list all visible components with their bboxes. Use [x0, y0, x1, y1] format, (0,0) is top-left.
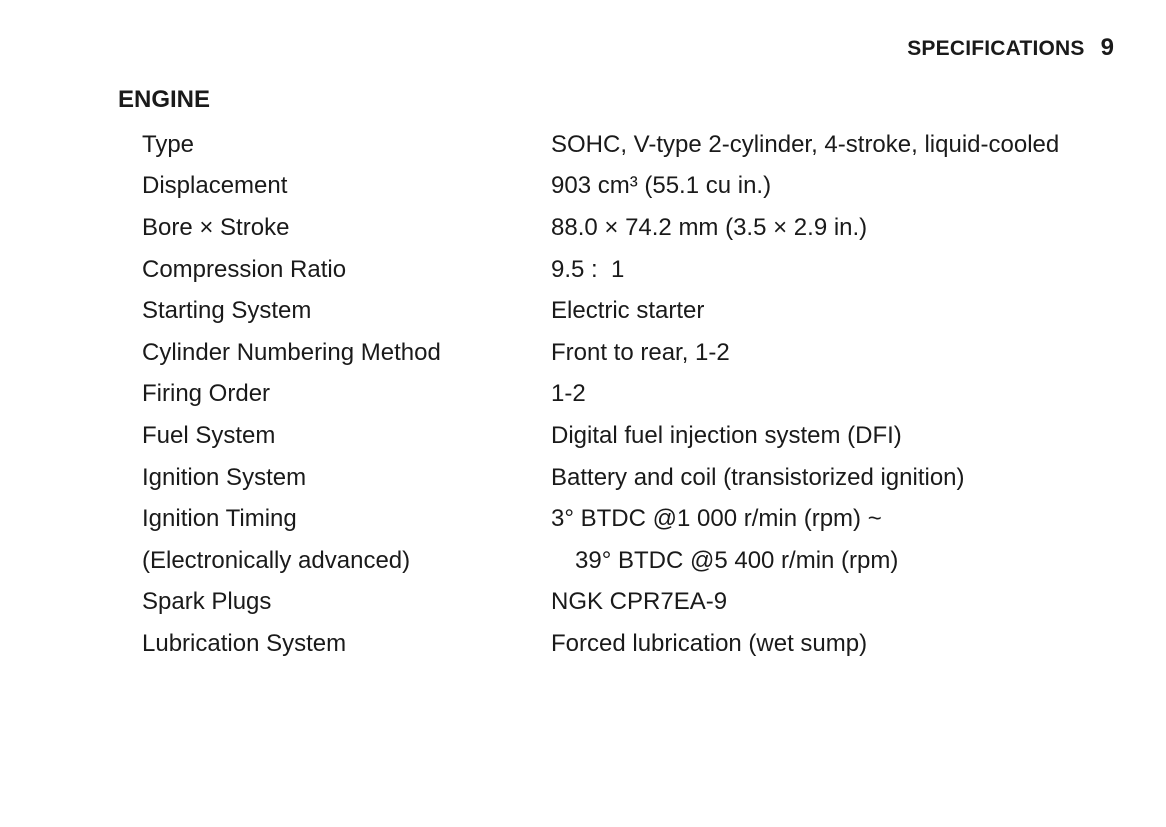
spec-row-cylinder-numbering: [142, 332, 1102, 374]
spec-row-displacement: [142, 166, 1102, 208]
spec-value: 1-2: [551, 380, 586, 408]
spec-label: Spark Plugs: [142, 588, 272, 616]
spec-row-fuel-system: [142, 415, 1102, 457]
spec-label: Lubrication System: [142, 629, 347, 657]
page-number: 9: [1100, 34, 1114, 61]
spec-row-bore-stroke: [142, 207, 1102, 249]
spec-label: Starting System: [142, 297, 312, 325]
spec-table: [142, 124, 1102, 665]
spec-label: Fuel System: [142, 421, 276, 449]
spec-label: Bore × Stroke: [142, 213, 290, 241]
spec-row-firing-order: [142, 374, 1102, 416]
spec-value: Battery and coil (transistorized ignition): [551, 463, 965, 491]
spec-value: SOHC, V-type 2-cylinder, 4-stroke, liquid-cooled: [551, 130, 1060, 158]
spec-row-compression-ratio: [142, 249, 1102, 291]
spec-label: Ignition Timing: [142, 505, 297, 533]
spec-label: Cylinder Numbering Method: [142, 338, 441, 366]
spec-row-lubrication-system: [142, 623, 1102, 665]
spec-value: Forced lubrication (wet sump): [551, 629, 868, 657]
spec-value: 39° BTDC @5 400 r/min (rpm): [575, 546, 899, 574]
header-title: SPECIFICATIONS: [907, 37, 1085, 60]
spec-value: NGK CPR7EA-9: [551, 588, 728, 616]
spec-value: 903 cm³ (55.1 cu in.): [551, 172, 772, 200]
spec-row-type: [142, 124, 1102, 166]
spec-row-spark-plugs: [142, 582, 1102, 624]
spec-label: (Electronically advanced): [142, 546, 411, 574]
spec-value: Front to rear, 1-2: [551, 338, 730, 366]
spec-label: Ignition System: [142, 463, 307, 491]
spec-value: Digital fuel injection system (DFI): [551, 421, 902, 449]
spec-row-ignition-timing: [142, 498, 1102, 540]
spec-row-starting-system: [142, 290, 1102, 332]
spec-value: Electric starter: [551, 297, 705, 325]
spec-row-ignition-system: [142, 457, 1102, 499]
spec-label: Firing Order: [142, 380, 271, 408]
spec-label: Displacement: [142, 172, 288, 200]
spec-value: 88.0 × 74.2 mm (3.5 × 2.9 in.): [551, 213, 868, 241]
spec-value: 3° BTDC @1 000 r/min (rpm) ~: [551, 505, 882, 533]
page-header: [907, 34, 1114, 62]
spec-label: Compression Ratio: [142, 255, 347, 283]
spec-value: 9.5 : 1: [551, 255, 625, 283]
section-title: ENGINE: [118, 86, 211, 113]
spec-row-electronically-advanced: [142, 540, 1102, 582]
spec-label: Type: [142, 130, 195, 158]
